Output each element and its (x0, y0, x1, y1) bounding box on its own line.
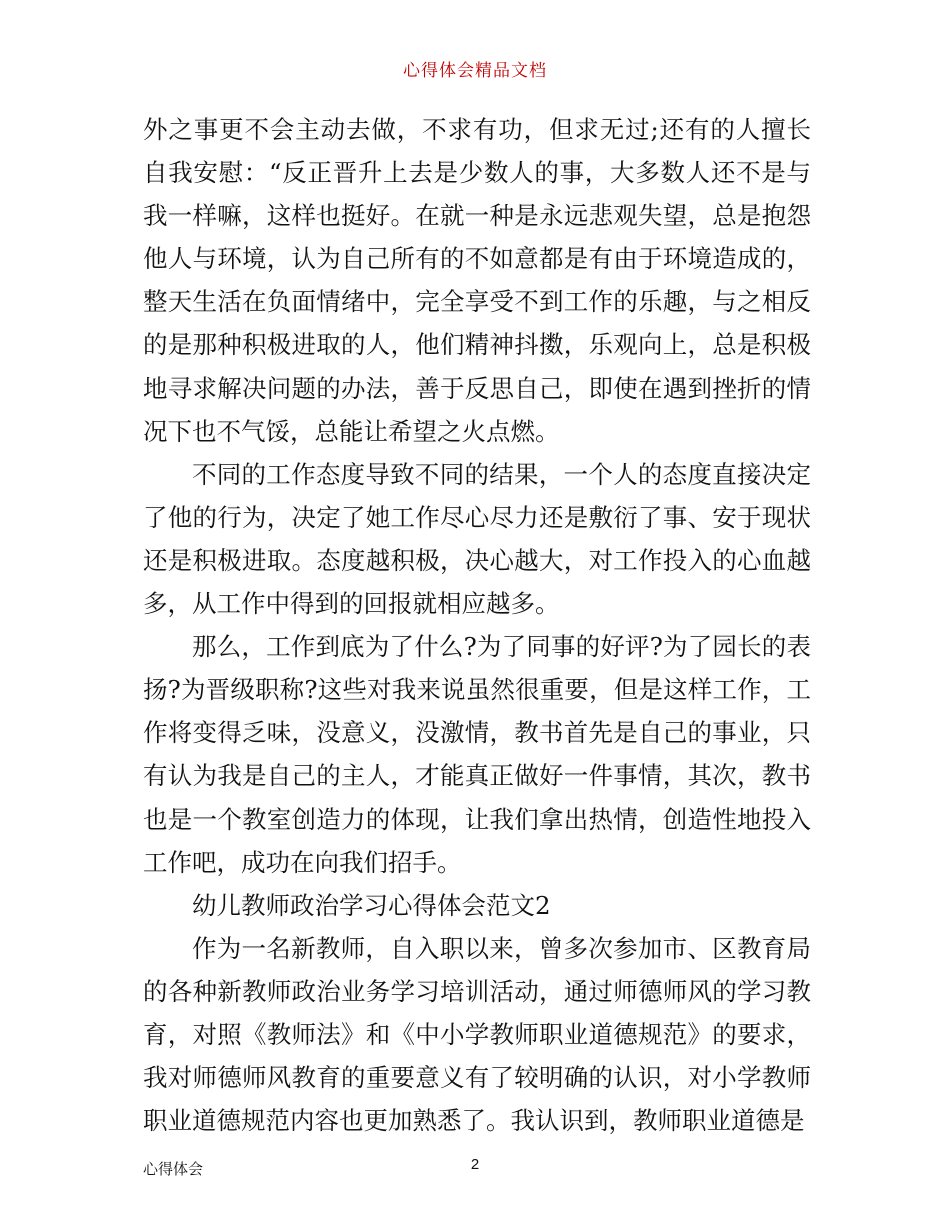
paragraph: 不同的工作态度导致不同的结果，一个人的态度直接决定了他的行为，决定了她工作尽心尽力还是敷衍了事、安于现状还是积极进取。态度越积极，决心越大，对工作投入的心血越多，从工作中得到的回报就相应越多。 (143, 459, 811, 619)
page-number: 2 (470, 1156, 480, 1173)
paragraph: 作为一名新教师，自入职以来，曾多次参加市、区教育局的各种新教师政治业务学习培训活动，通过师德师风的学习教育，对照《教师法》和《中小学教师职业道德规范》的要求，我对师德师风教育的重要意义有了较明确的认识，对小学教师职业道德规范内容也更加熟悉了。我认识到，教师职业道德是 (143, 933, 811, 1136)
section-heading: 幼儿教师政治学习心得体会范文2 (192, 890, 551, 920)
page-header-title: 心得体会精品文档 (403, 61, 547, 81)
paragraph: 那么，工作到底为了什么?为了同事的好评?为了园长的表扬?为晋级职称?这些对我来说虽然很重要，但是这样工作，工作将变得乏味，没意义，没激情，教书首先是自己的事业，只有认为我是自己的主人，才能真正做好一件事情，其次，教书也是一个教室创造力的体现，让我们拿出热情，创造性地投入工作吧，成功在向我们招手。 (143, 632, 811, 877)
footer-label: 心得体会 (143, 1160, 204, 1178)
document-body (143, 108, 811, 1142)
paragraph-continued: 外之事更不会主动去做，不求有功，但求无过;还有的人擅长自我安慰：“反正晋升上去是少数人的事，大多数人还不是与我一样嘛，这样也挺好。在就一种是永远悲观失望，总是抱怨他人与环境，认为自己所有的不如意都是有由于环境造成的，整天生活在负面情绪中，完全享受不到工作的乐趣，与之相反的是那种积极进取的人，他们精神抖擞，乐观向上，总是积极地寻求解决问题的办法，善于反思自己，即使在遇到挫折的情况下也不气馁，总能让希望之火点燃。 (143, 115, 811, 446)
